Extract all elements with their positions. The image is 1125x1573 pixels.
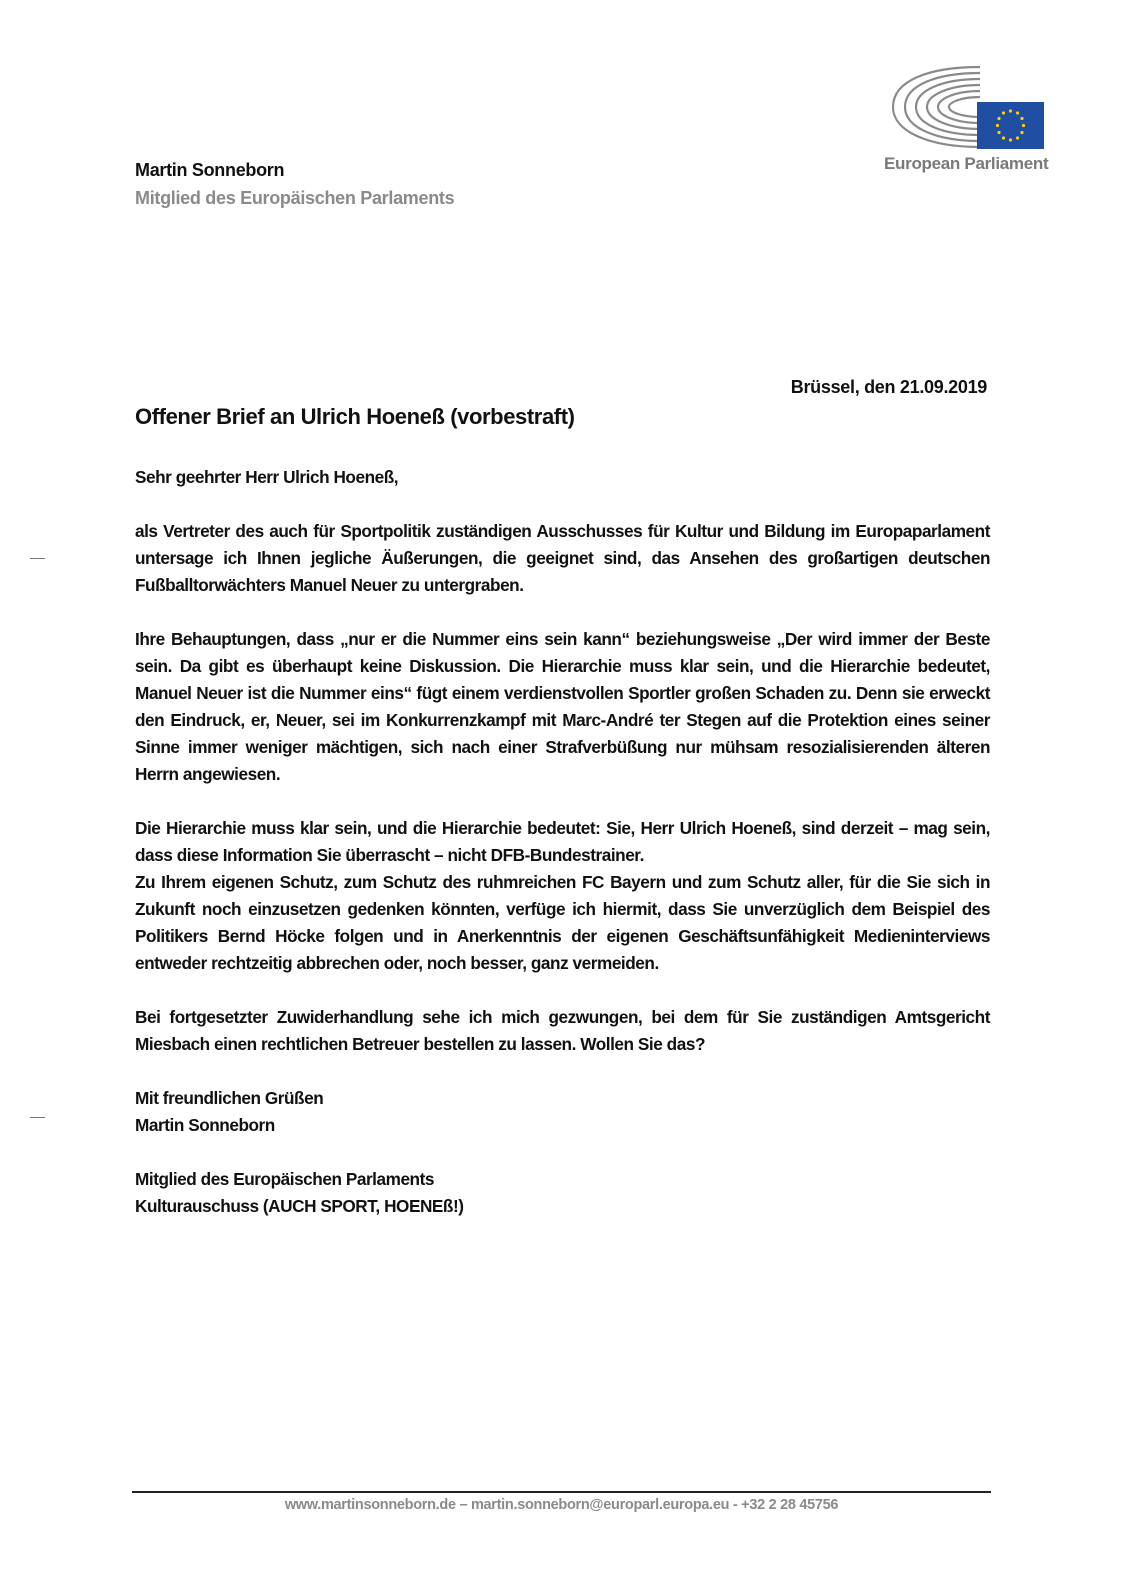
paragraph: Die Hierarchie muss klar sein, und die Hierarchie bedeutet: Sie, Herr Ulrich Hoeneß, sind derzeit – mag sein, dass diese Information Sie überrascht – nicht DFB-Bundestrainer. [135,818,990,865]
sender-name: Martin Sonneborn [135,160,285,180]
footer-contact: www.martinsonneborn.de – martin.sonneborn@europarl.europa.eu - +32 2 28 45756 [284,1497,839,1513]
paragraph: Zu Ihrem eigenen Schutz, zum Schutz des ruhmreichen FC Bayern und zum Schutz aller, für die Sie sich in Zukunft noch einzusetzen gedenken könnten, verfüge ich hiermit, dass Sie unverzüglich dem Beispiel des Politikers Bernd Höcke folgen und in Anerkenntnis der eigenen Geschäftsunfähigkeit Medieninterviews entweder rechtzeitig abbrechen oder, noch besser, ganz vermeiden. [135,872,990,973]
signature-role: Mitglied des Europäischen Parlaments [135,1169,434,1189]
salutation: Sehr geehrter Herr Ulrich Hoeneß, [135,467,399,487]
footer-divider [132,1491,991,1493]
fold-mark [30,558,45,559]
logo-text: European Parliament [884,154,1049,173]
paragraph: als Vertreter des auch für Sportpolitik zuständigen Ausschusses für Kultur und Bildung im Europaparlament untersage ich Ihnen jegliche Äußerungen, die geeignet sind, das Ansehen des großartigen deutschen Fußballtorwächters Manuel Neuer zu untergraben. [135,521,990,595]
letter-date: Brüssel, den 21.09.2019 [790,377,987,397]
closing-block [135,1085,990,1220]
paragraph: Ihre Behauptungen, dass „nur er die Nummer eins sein kann“ beziehungsweise „Der wird immer der Beste sein. Da gibt es überhaupt keine Diskussion. Die Hierarchie muss klar sein, und die Hierarchie bedeutet, Manuel Neuer ist die Nummer eins“ fügt einem verdienstvollen Sportler großen Schaden zu. Denn sie erweckt den Eindruck, er, Neuer, sei im Konkurrenzkampf mit Marc-André ter Stegen auf die Protektion eines seiner Sinne immer weniger mächtigen, sich nach einer Strafverbüßung nur mühsam resozialisierenden älteren Herrn angewiesen. [135,629,990,784]
sender-role: Mitglied des Europäischen Parlaments [135,188,455,208]
letter-body [135,464,990,1220]
letter-subject: Offener Brief an Ulrich Hoeneß (vorbestraft) [135,404,575,429]
closing: Mit freundlichen Grüßen [135,1088,324,1108]
signature-name: Martin Sonneborn [135,1115,275,1135]
fold-mark [30,1117,45,1118]
paragraph: Bei fortgesetzter Zuwiderhandlung sehe ich mich gezwungen, bei dem für Sie zuständigen Amtsgericht Miesbach einen rechtlichen Betreuer bestellen zu lassen. Wollen Sie das? [135,1007,990,1054]
hemicycle-icon [885,62,1050,152]
signature-committee: Kulturauschuss (AUCH SPORT, HOENEß!) [135,1196,464,1216]
